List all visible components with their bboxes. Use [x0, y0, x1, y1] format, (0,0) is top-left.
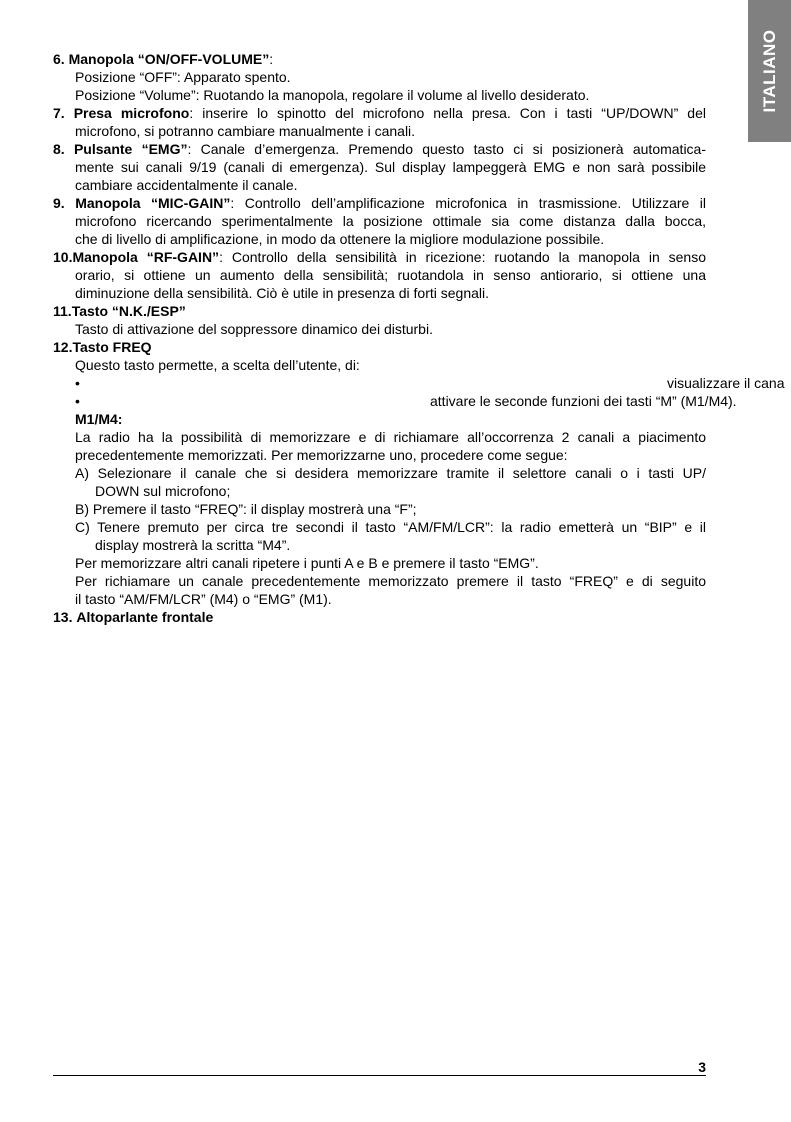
- item-12-line: La radio ha la possibilità di memorizzare e di richiamare all’occorrenza 2 canali a piacimento: [75, 429, 706, 445]
- item-12-title: Tasto FREQ: [72, 339, 152, 355]
- bullet-text: visualizzare il cana: [667, 375, 785, 391]
- bullet-icon: •: [75, 393, 80, 409]
- item-12-line: Questo tasto permette, a scelta dell’utente, di:: [75, 357, 360, 373]
- bullet-text: attivare le seconde funzioni dei tasti “M” (M1/M4).: [430, 393, 737, 409]
- footer-divider: [53, 1075, 706, 1076]
- item-12-bullet: [53, 392, 737, 410]
- item-7-line: microfono, si potranno cambiare manualmente i canali.: [75, 123, 416, 139]
- item-9-heading: 9. Manopola “MIC-GAIN”: Controllo dell’amplificazione microfonica in trasmissione. Utilizzare il: [53, 195, 707, 211]
- step-c-cont: display mostrerà la scritta “M4”.: [95, 537, 291, 553]
- item-7-heading: 7. Presa microfono: inserire lo spinotto del microfono nella presa. Con i tasti “UP/DOWN” del: [53, 105, 706, 121]
- item-7-title: Presa microfono: [73, 105, 190, 121]
- item-8-line: mente sui canali 9/19 (canali di emergenza). Sul display lampeggerà EMG e non sarà possibile: [75, 159, 706, 175]
- item-9-line: microfono ricercando sperimentalmente la posizione ottimale sia come distanza dalla bocca,: [75, 213, 706, 229]
- item-11-heading: 11.Tasto “N.K./ESP”: [53, 303, 186, 319]
- item-6-heading: 6. Manopola “ON/OFF-VOLUME”:: [53, 51, 274, 67]
- item-10-title: Manopola “RF-GAIN”: [72, 249, 220, 265]
- page-number: 3: [698, 1059, 706, 1075]
- m1-m4-subheading: M1/M4:: [75, 411, 123, 427]
- language-side-tab: [748, 0, 791, 142]
- language-label: ITALIANO: [759, 29, 779, 113]
- item-12-bullet: [53, 374, 785, 392]
- item-8-heading: 8. Pulsante “EMG”: Canale d’emergenza. Premendo questo tasto ci si posizionerà automatica-: [53, 141, 706, 157]
- item-6-title: Manopola “ON/OFF-VOLUME”: [68, 51, 270, 67]
- item-12-heading: 12.Tasto FREQ: [53, 339, 152, 355]
- item-8-title: Pulsante “EMG”: [73, 141, 188, 157]
- item-11-line: Tasto di attivazione del soppressore dinamico dei disturbi.: [75, 321, 433, 337]
- item-12-line: Per memorizzare altri canali ripetere i punti A e B e premere il tasto “EMG”.: [75, 555, 539, 571]
- step-a-cont: DOWN sul microfono;: [95, 483, 231, 499]
- bullet-icon: •: [75, 375, 80, 391]
- item-8-line: cambiare accidentalmente il canale.: [75, 177, 298, 193]
- item-11-title: Tasto “N.K./ESP”: [71, 303, 186, 319]
- item-9-title: Manopola “MIC-GAIN”: [75, 195, 231, 211]
- item-13-title: Altoparlante frontale: [76, 609, 214, 625]
- item-13-heading: 13. Altoparlante frontale: [53, 609, 214, 625]
- item-10-line: diminuzione della sensibilità. Ciò è utile in presenza di forti segnali.: [75, 285, 490, 301]
- item-9-line: che di livello di amplificazione, in modo da ottenere la migliore modulazione possibile.: [75, 231, 605, 247]
- item-10-heading: 10.Manopola “RF-GAIN”: Controllo della sensibilità in ricezione: ruotando la manopola in senso: [53, 249, 707, 265]
- item-6-line: Posizione “Volume”: Ruotando la manopola, regolare il volume al livello desiderato.: [75, 87, 590, 103]
- item-12-line: precedentemente memorizzati. Per memorizzarne uno, procedere come segue:: [75, 447, 568, 463]
- step-b: B) Premere il tasto “FREQ”: il display mostrerà una “F”;: [75, 501, 417, 517]
- item-6-line: Posizione “OFF”: Apparato spento.: [75, 69, 291, 85]
- step-a: A) Selezionare il canale che si desidera memorizzare tramite il selettore canali o i tasti UP/: [75, 465, 706, 481]
- step-c: C) Tenere premuto per circa tre secondi il tasto “AM/FM/LCR”: la radio emetterà un “BIP” e il: [75, 519, 706, 535]
- item-12-line: il tasto “AM/FM/LCR” (M4) o “EMG” (M1).: [75, 591, 332, 607]
- item-10-line: orario, si ottiene un aumento della sensibilità; ruotandola in senso antiorario, si ottiene una: [75, 267, 706, 283]
- item-12-line: Per richiamare un canale precedentemente memorizzato premere il tasto “FREQ” e di seguito: [75, 573, 706, 589]
